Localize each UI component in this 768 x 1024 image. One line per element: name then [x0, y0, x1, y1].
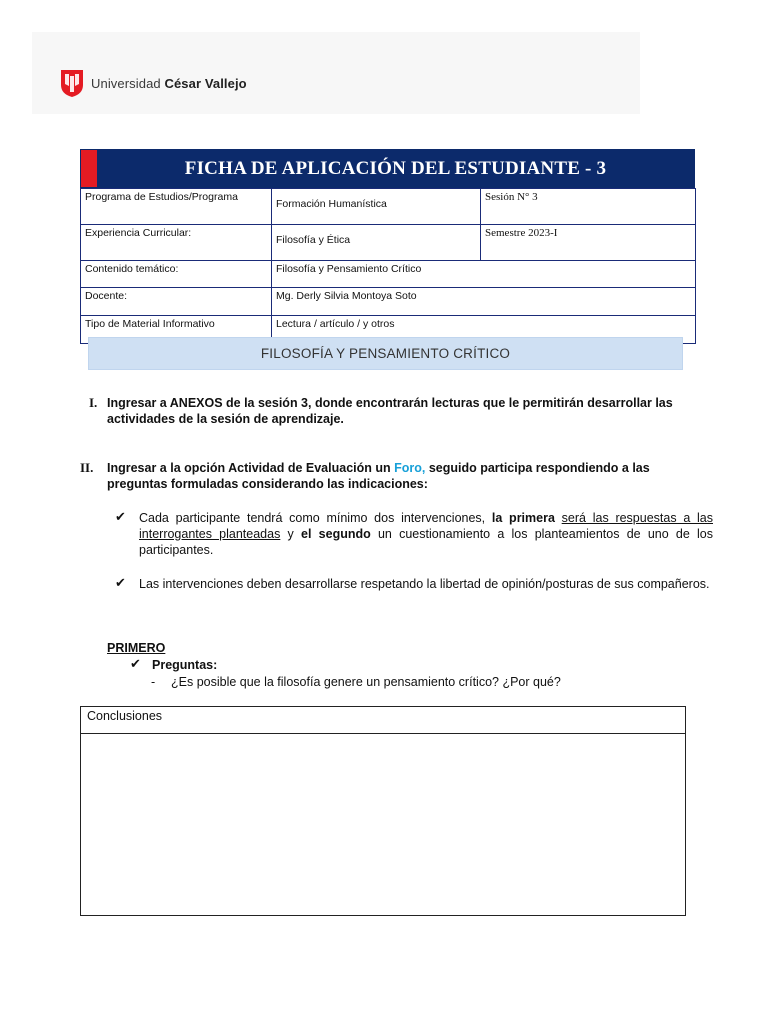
semester: Semestre 2023-I	[481, 225, 696, 261]
curricular-value: Filosofía y Ética	[272, 225, 481, 261]
university-shield-icon	[60, 68, 84, 98]
curricular-label: Experiencia Curricular:	[81, 225, 272, 261]
ficha-table	[80, 149, 695, 344]
table-row	[81, 288, 696, 316]
university-name: Universidad César Vallejo	[91, 75, 247, 91]
instruction-two: Ingresar a la opción Actividad de Evaluación un Foro, seguido participa respondiendo a las preguntas formuladas considerando las indicaciones:	[107, 461, 650, 491]
table-row	[81, 225, 696, 261]
material-label: Tipo de Material Informativo	[81, 316, 272, 344]
numeral-one: I.	[89, 395, 98, 410]
conclusiones-box[interactable]	[80, 706, 686, 916]
check-icon: ✔	[115, 575, 126, 590]
bullet-one: Cada participante tendrá como mínimo dos intervenciones, la primera será las respuestas a las interrogantes planteadas y el segundo un cuestionamiento a los planteamientos de uno de los participantes.	[139, 511, 713, 557]
program-label: Programa de Estudios/Programa	[81, 189, 272, 225]
preguntas-heading: Preguntas:	[152, 658, 218, 672]
table-row	[81, 189, 696, 225]
foro-link[interactable]: Foro,	[394, 461, 426, 475]
teacher-value: Mg. Derly Silvia Montoya Soto	[272, 288, 696, 316]
section-title: FILOSOFÍA Y PENSAMIENTO CRÍTICO	[88, 337, 683, 370]
check-icon: ✔	[115, 509, 126, 524]
ficha-info-grid	[80, 188, 696, 344]
material-value: Lectura / artículo / y otros	[272, 316, 696, 344]
ficha-title: FICHA DE APLICACIÓN DEL ESTUDIANTE - 3	[184, 158, 607, 179]
table-row	[81, 261, 696, 288]
ficha-title-bar	[80, 149, 695, 188]
primero-heading: PRIMERO	[107, 641, 166, 655]
session-number: Sesión N° 3	[481, 189, 696, 225]
red-accent-bar	[81, 150, 97, 187]
bullet-two: Las intervenciones deben desarrollarse respetando la libertad de opinión/posturas de sus compañeros.	[139, 577, 710, 591]
university-logo	[60, 66, 247, 100]
program-value: Formación Humanística	[272, 189, 481, 225]
question-text: ¿Es posible que la filosofía genere un pensamiento crítico? ¿Por qué?	[171, 675, 561, 689]
numeral-two: II.	[80, 460, 94, 475]
content-value: Filosofía y Pensamiento Crítico	[272, 261, 696, 288]
teacher-label: Docente:	[81, 288, 272, 316]
dash-marker: -	[151, 675, 156, 689]
content-label: Contenido temático:	[81, 261, 272, 288]
check-icon: ✔	[130, 656, 141, 671]
instruction-one: Ingresar a ANEXOS de la sesión 3, donde encontrarán lecturas que le permitirán desarrollar las actividades de la sesión de aprendizaje.	[107, 396, 673, 426]
conclusiones-label: Conclusiones	[81, 707, 685, 734]
